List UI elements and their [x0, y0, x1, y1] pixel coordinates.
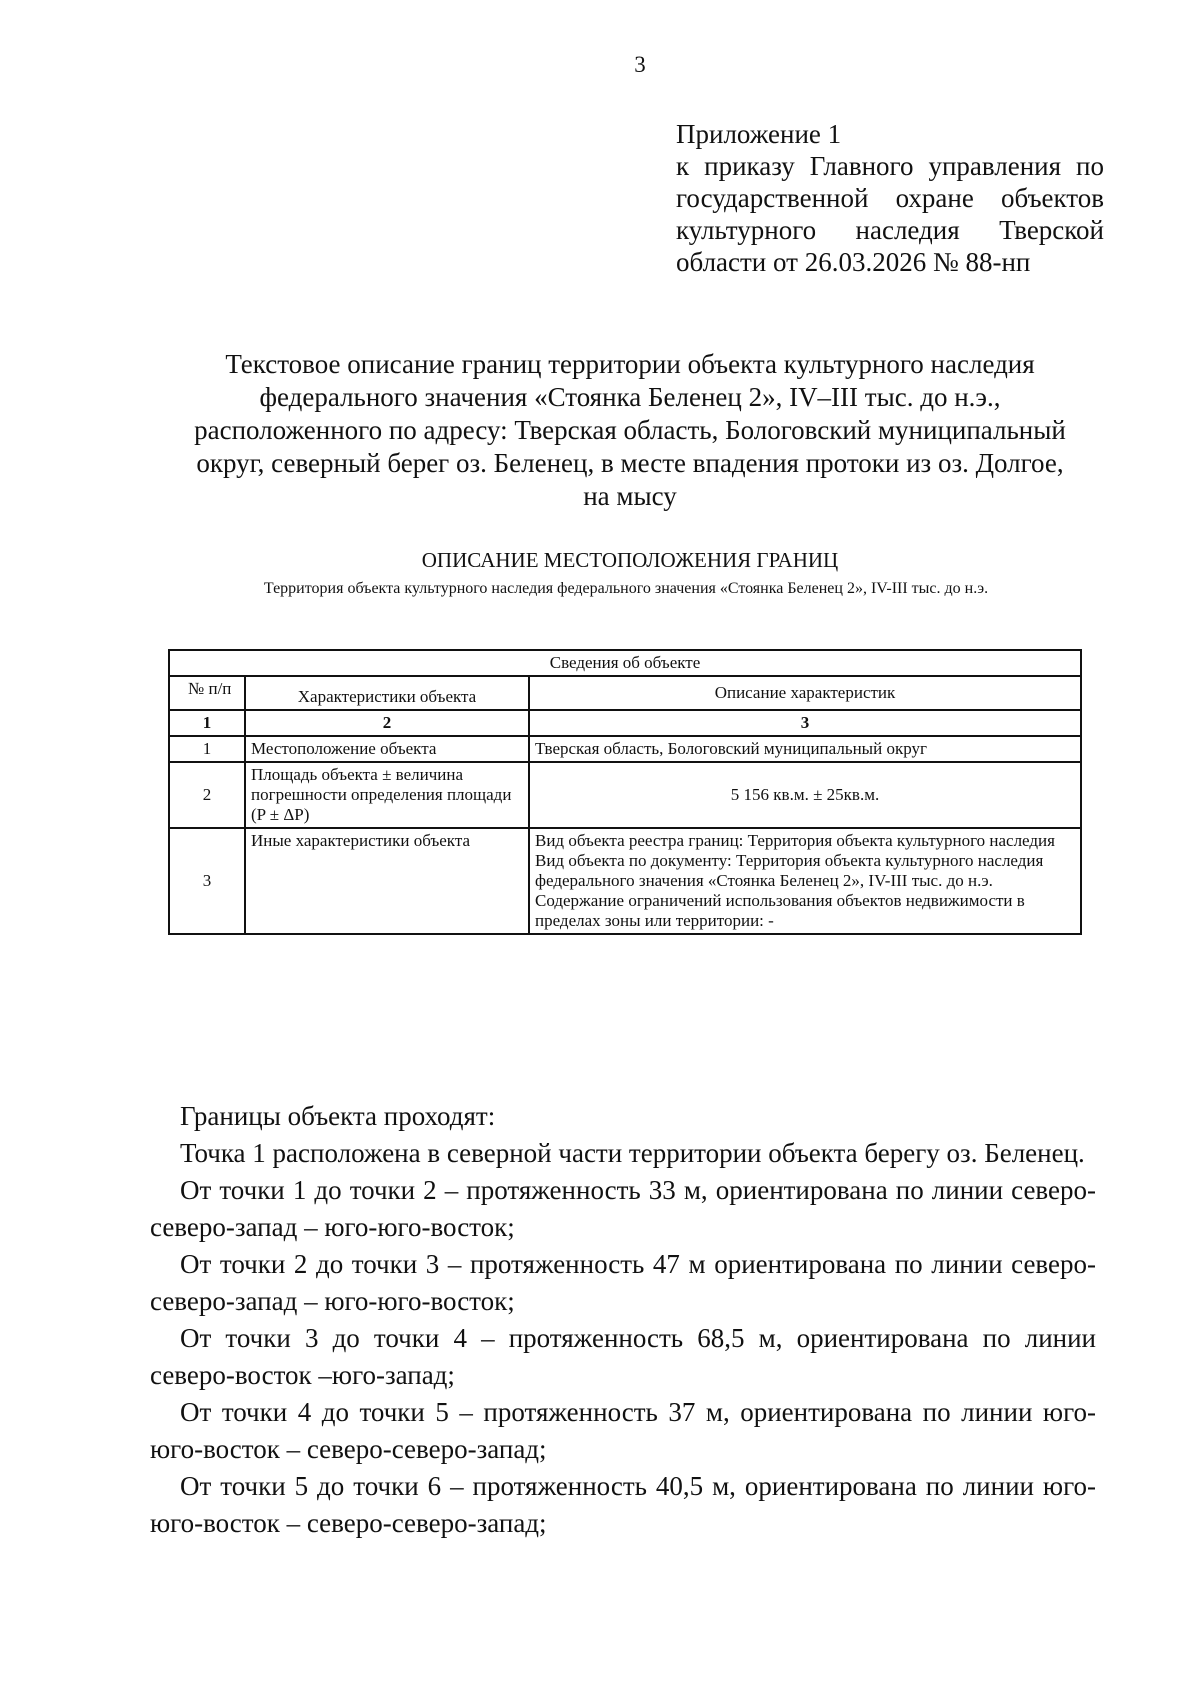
section-subtitle: Территория объекта культурного наследия федерального значения «Стоянка Беленец 2», IV-III тыс. до н.э. — [263, 580, 989, 597]
table-caption: Сведения об объекте — [169, 650, 1081, 676]
row-description: Тверская область, Бологовский муниципальный округ — [529, 736, 1081, 762]
page-number: 3 — [634, 52, 646, 77]
body-text — [150, 1098, 1096, 1542]
title-line: округ, северный берег оз. Беленец, в месте впадения протоки из оз. Долгое, — [196, 448, 1064, 478]
appendix-block — [676, 118, 1104, 278]
title-line: на мысу — [583, 481, 677, 511]
document-title — [150, 348, 1110, 513]
appendix-line: Приложение 1 — [676, 119, 842, 149]
appendix-line: к приказу Главного управления по — [676, 151, 1104, 181]
row-number: 3 — [169, 828, 245, 934]
header-description: Описание характеристик — [529, 676, 1081, 710]
row-description — [529, 828, 1081, 934]
row-description: 5 156 кв.м. ± 25кв.м. — [529, 762, 1081, 828]
body-intro: Границы объекта проходят: — [180, 1101, 496, 1131]
column-number: 1 — [169, 710, 245, 736]
row-number: 1 — [169, 736, 245, 762]
body-paragraph: От точки 4 до точки 5 – протяженность 37 м, ориентирована по линии юго-юго-восток – северо-северо-запад; — [150, 1397, 1096, 1464]
header-num: № п/п — [169, 676, 245, 710]
object-info-table — [168, 649, 1082, 935]
row-characteristic: Иные характеристики объекта — [245, 828, 529, 934]
table-row — [169, 762, 1081, 828]
body-paragraph: От точки 3 до точки 4 – протяженность 68,5 м, ориентирована по линии северо-восток –юго-запад; — [150, 1323, 1096, 1390]
section-title: ОПИСАНИЕ МЕСТОПОЛОЖЕНИЯ ГРАНИЦ — [421, 548, 839, 572]
body-paragraph: От точки 5 до точки 6 – протяженность 40,5 м, ориентирована по линии юго-юго-восток – северо-северо-запад; — [150, 1471, 1096, 1538]
table-row — [169, 828, 1081, 934]
header-characteristics: Характеристики объекта — [245, 676, 529, 710]
appendix-line: области от 26.03.2026 № 88-нп — [676, 247, 1031, 277]
body-paragraph: От точки 1 до точки 2 – протяженность 33 м, ориентирована по линии северо-северо-запад – юго-юго-восток; — [150, 1175, 1096, 1242]
row-characteristic: Местоположение объекта — [245, 736, 529, 762]
row-number: 2 — [169, 762, 245, 828]
column-number: 3 — [529, 710, 1081, 736]
description-line: Вид объекта реестра границ: Территория объекта культурного наследия — [535, 831, 1055, 850]
description-line: Содержание ограничений использования объектов недвижимости в пределах зоны или территории: - — [535, 891, 1025, 930]
row-characteristic: Площадь объекта ± величина погрешности определения площади (P ± ΔP) — [245, 762, 529, 828]
table-row — [169, 736, 1081, 762]
title-line: Текстовое описание границ территории объекта культурного наследия — [225, 349, 1035, 379]
body-paragraph: Точка 1 расположена в северной части территории объекта берегу оз. Беленец. — [180, 1138, 1085, 1168]
title-line: расположенного по адресу: Тверская область, Бологовский муниципальный — [194, 415, 1066, 445]
title-line: федерального значения «Стоянка Беленец 2», IV–III тыс. до н.э., — [259, 382, 1001, 412]
appendix-line: государственной охране объектов — [676, 183, 1104, 213]
body-paragraph: От точки 2 до точки 3 – протяженность 47 м ориентирована по линии северо-северо-запад – юго-юго-восток; — [150, 1249, 1096, 1316]
description-line: Вид объекта по документу: Территория объекта культурного наследия федерального значения «Стоянка Беленец 2», IV-III тыс. до н.э. — [535, 851, 1044, 890]
appendix-line: культурного наследия Тверской — [676, 215, 1104, 245]
column-number: 2 — [245, 710, 529, 736]
